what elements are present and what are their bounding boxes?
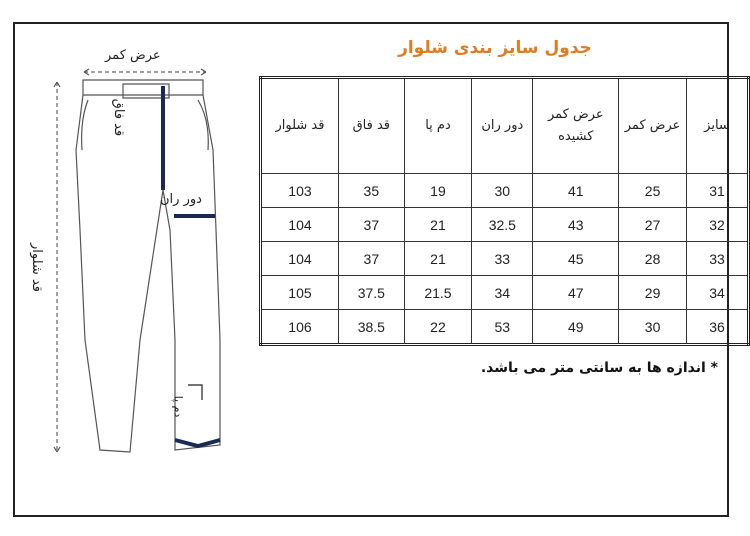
table-cell: 25: [619, 174, 687, 208]
table-cell: 32: [687, 208, 749, 242]
table-cell: 30: [472, 174, 533, 208]
table-cell: 37: [338, 242, 404, 276]
rise-label: قد فاق: [111, 98, 127, 137]
table-cell: 19: [404, 174, 472, 208]
table-cell: 103: [261, 174, 339, 208]
table-cell: 34: [472, 276, 533, 310]
table-row: [261, 174, 749, 208]
header-cell: عرض کمر: [619, 78, 687, 174]
table-cell: 104: [261, 242, 339, 276]
table-cell: 21: [404, 208, 472, 242]
table-row: [261, 208, 749, 242]
table-cell: 21: [404, 242, 472, 276]
length-label: قد شلوار: [28, 243, 44, 292]
table-cell: 30: [619, 310, 687, 345]
table-cell: 47: [533, 276, 619, 310]
table-cell: 22: [404, 310, 472, 345]
waist-label: عرض کمر: [105, 48, 161, 63]
header-cell: دور ران: [472, 78, 533, 174]
table-cell: 21.5: [404, 276, 472, 310]
table-row: [261, 310, 749, 345]
table-cell: 36: [687, 310, 749, 345]
table-cell: 29: [619, 276, 687, 310]
pants-diagram: [20, 40, 250, 470]
hem-label: دم پا: [171, 395, 185, 418]
header-cell: عرض کمر کشیده: [533, 78, 619, 174]
table-cell: 37.5: [338, 276, 404, 310]
table-cell: 32.5: [472, 208, 533, 242]
table-cell: 43: [533, 208, 619, 242]
table-row: [261, 276, 749, 310]
thigh-label: دور ران: [160, 192, 202, 207]
table-cell: 53: [472, 310, 533, 345]
table-cell: 41: [533, 174, 619, 208]
table-cell: 105: [261, 276, 339, 310]
table-cell: 35: [338, 174, 404, 208]
table-cell: 28: [619, 242, 687, 276]
table-cell: 49: [533, 310, 619, 345]
table-header-row: [261, 78, 749, 174]
page-title: جدول سایز بندی شلوار: [398, 38, 592, 58]
table-cell: 104: [261, 208, 339, 242]
table-cell: 33: [472, 242, 533, 276]
units-note: * اندازه ها به سانتی متر می باشد.: [480, 360, 718, 376]
size-table: [259, 76, 750, 346]
table-cell: 37: [338, 208, 404, 242]
header-cell: قد شلوار: [261, 78, 339, 174]
header-cell: دم پا: [404, 78, 472, 174]
table-cell: 45: [533, 242, 619, 276]
table-cell: 33: [687, 242, 749, 276]
table-cell: 106: [261, 310, 339, 345]
table-row: [261, 242, 749, 276]
header-cell: سایز: [687, 78, 749, 174]
header-cell: قد فاق: [338, 78, 404, 174]
table-cell: 38.5: [338, 310, 404, 345]
table-cell: 31: [687, 174, 749, 208]
table-cell: 27: [619, 208, 687, 242]
table-cell: 34: [687, 276, 749, 310]
